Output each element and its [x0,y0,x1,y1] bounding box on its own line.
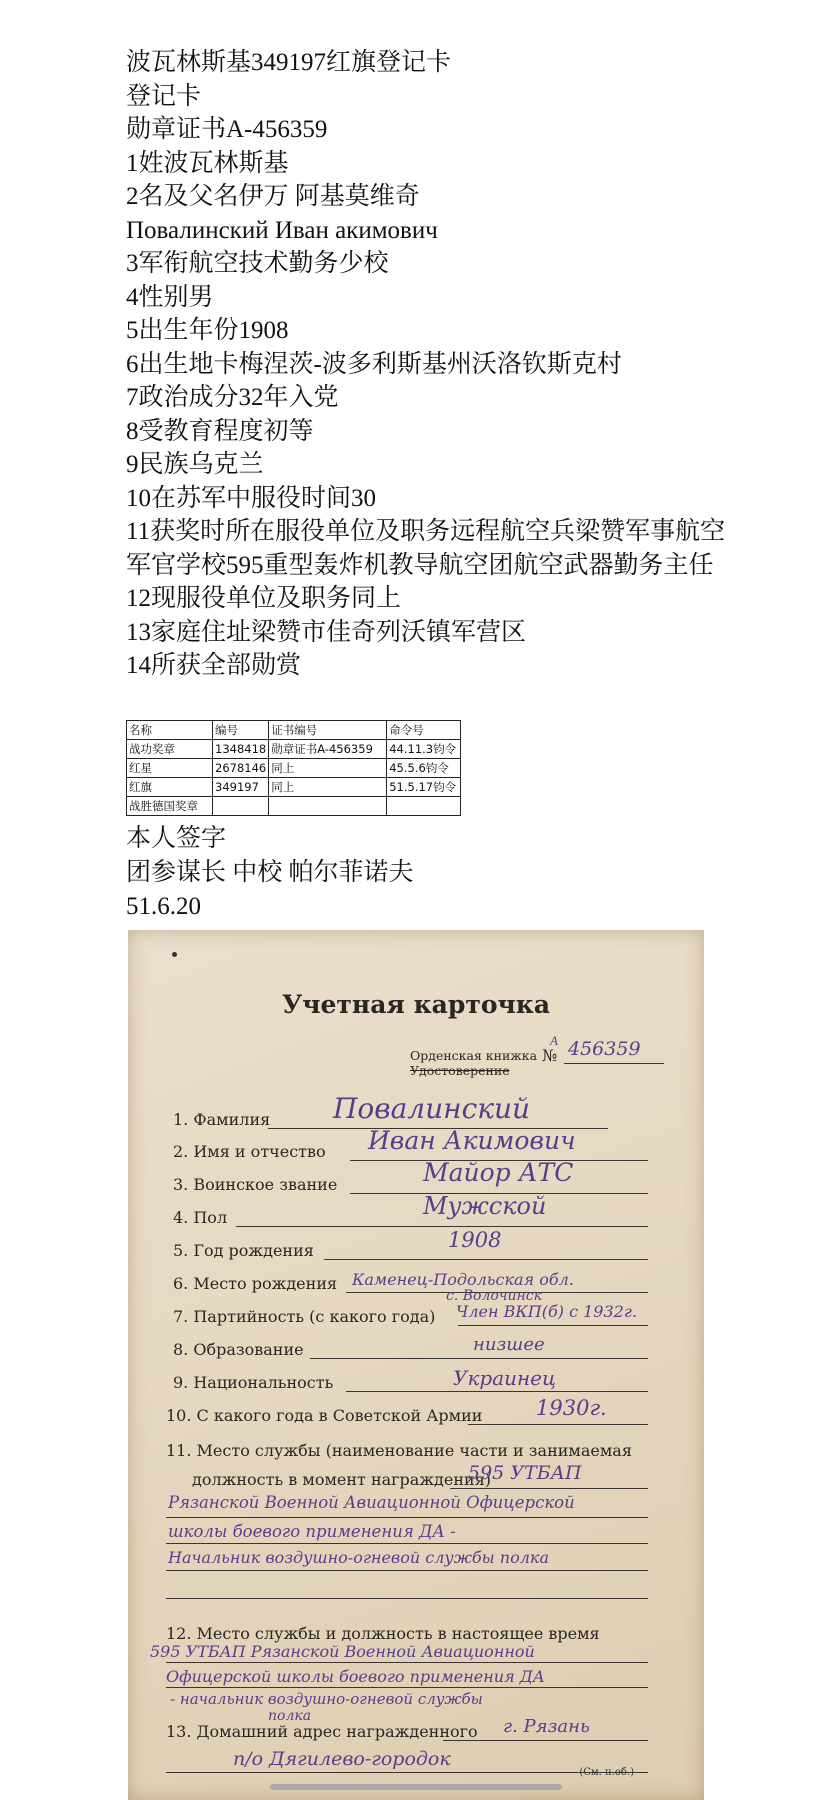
field-current-service-label: 12. Место службы и должность в настоящее время [166,1624,600,1643]
field-sex-label: 4. Пол [173,1208,228,1227]
field-nationality-label: 9. Национальность [173,1373,334,1392]
table-cell: 同上 [269,759,387,778]
underline [324,1259,648,1260]
field-rank-value: Майор АТС [423,1158,574,1187]
transcript-line: 4性别男 [126,283,214,311]
table-cell [387,797,461,816]
field-birth-year-value: 1908 [448,1228,502,1252]
signature-date: 51.6.20 [126,893,201,920]
table-header-cell: 证书编号 [269,721,387,740]
transcript-line-russian-name: Повалинский Иван акимович [126,216,438,244]
field-army-since-label: 10. С какого года в Советской Армии [166,1406,483,1425]
punch-dot [172,952,177,957]
field-service-at-award-value-2: Рязанской Военной Авиационной Офицерской [168,1493,575,1512]
field-birthplace-village: с. Волочинск [446,1288,542,1304]
table-cell: 1348418 [213,740,269,759]
field-party-value: Член ВКП(б) с 1932г. [456,1302,638,1321]
field-service-at-award-value-3: школы боевого применения ДА - [168,1522,456,1541]
table-header-cell: 命令号 [387,721,461,740]
table-cell: 战功奖章 [127,740,213,759]
orden-label [410,1048,537,1078]
table-row [127,778,461,797]
field-name-label: 2. Имя и отчество [173,1142,326,1161]
field-surname-value: Повалинский [333,1092,531,1125]
number-sign: № [542,1046,558,1065]
orden-book-label: Орденская книжка [410,1048,538,1063]
transcript-line: 6出生地卡梅涅茨-波多利斯基州沃洛钦斯克村 [126,350,622,378]
transcript [126,46,726,683]
transcript-line: 13家庭住址梁赞市佳奇列沃镇军营区 [126,618,527,646]
field-service-at-award-label-2: должность в момент награждения) [192,1470,492,1489]
underline [346,1391,648,1392]
field-army-since-value: 1930г. [536,1396,607,1420]
table-cell: 45.5.6钧令 [387,759,461,778]
orden-number: 456359 [568,1038,641,1060]
table-header-cell: 编号 [213,721,269,740]
table-row [127,759,461,778]
field-service-at-award-label: 11. Место службы (наименование части и занимаемая [166,1441,632,1460]
underline [166,1598,648,1599]
transcript-line: 9民族乌克兰 [126,451,264,478]
underline [236,1226,648,1227]
table-cell: 51.5.17钧令 [387,778,461,797]
field-current-service-value-4: полка [268,1708,312,1724]
underline [468,1424,648,1425]
field-birth-year-label: 5. Год рождения [173,1241,314,1260]
field-rank-label: 3. Воинское звание [173,1175,338,1194]
field-current-service-value: 595 УТБАП Рязанской Военной Авиационной [150,1642,535,1661]
field-home-address-street: п/о Дягилево-городок [233,1748,451,1770]
table-cell: 同上 [269,778,387,797]
field-education-label: 8. Образование [173,1340,304,1359]
underline [166,1687,648,1688]
underline [166,1570,648,1571]
table-cell: 44.11.3钧令 [387,740,461,759]
underline [443,1740,648,1741]
table-cell: 2678146 [213,759,269,778]
underline [450,1488,648,1489]
underline [458,1325,648,1326]
transcript-line: 1姓波瓦林斯基 [126,149,289,177]
awards-table [126,720,461,816]
table-cell: 勋章证书A-456359 [269,740,387,759]
underline [166,1517,648,1518]
field-name-value: Иван Акимович [368,1126,576,1155]
field-service-at-award-value: 595 УТБАП [468,1462,582,1484]
transcript-line: 11获奖时所在服役单位及职务远程航空兵梁赞军事航空军官学校595重型轰炸机教导航空团航空武器勤务主任 [126,518,726,579]
field-current-service-value-2: Офицерской школы боевого применения ДА [166,1667,545,1686]
field-surname-label: 1. Фамилия [173,1110,271,1129]
orden-series-letter: А [550,1033,558,1048]
field-service-at-award-value-4: Начальник воздушно-огневой службы полка [168,1548,549,1567]
transcript-line: 登记卡 [126,82,202,110]
signature-block [126,822,414,924]
certificate-label: Удостоверение [410,1063,510,1078]
transcript-line: 3军衔航空技术勤务少校 [126,250,389,277]
table-cell: 战胜德国奖章 [127,797,213,816]
field-home-address-city: г. Рязань [503,1716,590,1737]
field-home-address-label: 13. Домашний адрес награжденного [166,1722,478,1741]
underline [564,1063,664,1064]
field-birthplace-label: 6. Место рождения [173,1274,338,1293]
field-sex-value: Мужской [423,1192,547,1220]
scroll-indicator[interactable] [270,1784,562,1790]
table-row [127,740,461,759]
card-footnote: (См. н.об.) [579,1767,634,1778]
transcript-line: 勋章证书A-456359 [126,116,328,143]
transcript-line: 波瓦林斯基349197红旗登记卡 [126,49,452,76]
underline [166,1543,648,1544]
field-education-value: низшее [473,1334,545,1355]
field-current-service-value-3: - начальник воздушно-огневой службы [170,1690,483,1708]
transcript-line: 12现服役单位及职务同上 [126,585,402,612]
transcript-line: 14所获全部勋赏 [126,652,302,679]
table-cell [269,797,387,816]
field-birthplace-value: Каменец-Подольская обл. [352,1270,574,1289]
table-cell: 349197 [213,778,269,797]
field-nationality-value: Украинец [453,1366,556,1390]
signature-label: 本人签字 [126,825,227,852]
table-cell: 红星 [127,759,213,778]
scanned-record-card [128,930,704,1800]
signature-officer: 团参谋长 中校 帕尔菲诺夫 [126,859,414,886]
transcript-line: 5出生年份1908 [126,317,289,344]
transcript-line: 8受教育程度初等 [126,417,314,445]
transcript-line: 2名及父名伊万 阿基莫维奇 [126,183,420,210]
underline [166,1662,648,1663]
underline [310,1358,648,1359]
table-header-cell: 名称 [127,721,213,740]
field-party-label: 7. Партийность (с какого года) [173,1307,436,1326]
table-cell [213,797,269,816]
transcript-line: 10在苏军中服役时间30 [126,484,377,512]
table-row [127,797,461,816]
table-header-row [127,721,461,740]
table-cell: 红旗 [127,778,213,797]
underline [166,1772,648,1773]
transcript-line: 7政治成分32年入党 [126,384,339,411]
card-title: Учетная карточка [281,990,551,1019]
